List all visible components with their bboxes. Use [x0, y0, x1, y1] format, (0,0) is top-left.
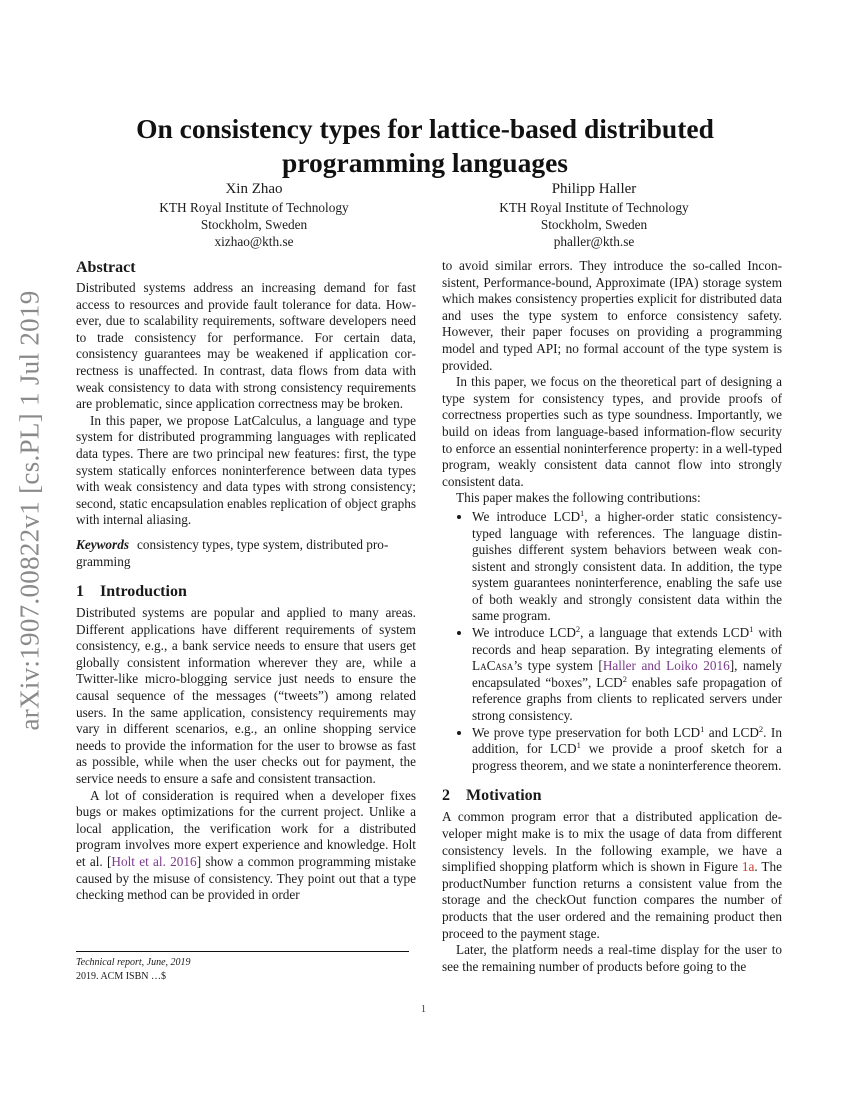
section-number: 1: [76, 583, 84, 601]
citation-link[interactable]: Holt et al. 2016: [111, 854, 197, 869]
right-column: [442, 258, 782, 975]
abstract-heading: Abstract: [76, 259, 136, 276]
text-run: , a language that extends LCD: [580, 625, 750, 641]
contributions-list: [442, 509, 782, 775]
text-run: ’s type system [: [513, 658, 603, 674]
author-name: Xin Zhao: [225, 181, 283, 197]
section-number: 2: [442, 787, 450, 805]
body-paragraph: [442, 809, 782, 942]
footnote-divider: [76, 951, 409, 952]
superscript: 1: [749, 624, 754, 635]
author-block: [104, 180, 404, 250]
superscript: 2: [575, 624, 581, 635]
footnote-venue: Technical report, June, 2019: [76, 957, 191, 968]
text-run: we provide a proof sketch for a progress theorem, and we state a noninterference theorem.: [472, 741, 783, 773]
superscript: 2: [622, 673, 627, 684]
author-location: Stockholm, Sweden: [200, 217, 308, 232]
author-email[interactable]: phaller@kth.se: [553, 234, 635, 249]
body-paragraph: This paper makes the following contributions:: [456, 490, 701, 506]
text-run: We prove type preservation for both LCD: [472, 724, 701, 740]
list-item: [472, 509, 782, 625]
system-name: LaCasa: [472, 658, 514, 674]
author-name: Philipp Haller: [551, 181, 637, 197]
text-run: ], namely encapsulated “boxes”, LCD: [472, 658, 782, 690]
text-run: We introduce LCD: [472, 508, 581, 524]
arxiv-identifier: arXiv:1907.00822v1 [cs.PL] 1 Jul 2019: [14, 289, 45, 731]
author-affiliation: KTH Royal Institute of Technology: [159, 200, 349, 215]
list-item: [472, 725, 782, 775]
author-email[interactable]: xizhao@kth.se: [214, 234, 294, 249]
superscript: 2: [758, 723, 764, 734]
text-run: . In addition, for LCD: [472, 724, 782, 757]
text-run: with records and heap separation. By integrating elements of: [472, 625, 782, 657]
section-heading-motivation: [442, 786, 782, 806]
text-run: A lot of consideration is required when a developer fixes bugs or makes optimizations for the current project. Unlike a local application, the verification work for a distributed program involves more expert experience and knowledge. Holt et al. [: [76, 787, 416, 869]
section-title: Introduction: [100, 583, 187, 601]
text-run: , a higher-order static consistency-typed language with references. The language distinguishes different system behaviors between weak consistent and strongly consistent data. In addition, the type system guarantees noninterference, enabling the safe use of both weakly and strongly consistent data within the same program.: [472, 508, 782, 624]
superscript: 1: [580, 507, 585, 518]
author-block: [444, 180, 744, 250]
text-run: We introduce LCD: [472, 625, 576, 641]
body-paragraph: [76, 788, 416, 904]
text-run: A common program error that a distributed application developer might make is to mix the usage of data from different consistency levels. In the following example, we have a simplified shopping platform which is shown in Figure: [442, 809, 782, 875]
text-run: . The productNumber function returns a consistent value from the storage and the checkOut function compares the number of products that the user ordered and the remaining product then proceed to the payment stage.: [442, 859, 782, 941]
body-paragraph: Later, the platform needs a real-time display for the user to see the remaining number of products before going to the: [442, 942, 782, 974]
abstract-paragraph: In this paper, we propose LatCalculus, a language and type system for distributed programming languages with replicated data types. There are two principal new features: first, the type system statically enforces noninterference between data types with weak consistency and data types with strong consistency; second, static encapsulation enables replication of object graphs with internal aliasing.: [76, 412, 416, 528]
text-run: ] show a common programming mistake caused by the misuse of consistency. They point out that a type checking method can be provided in order: [76, 854, 416, 903]
keywords: [76, 537, 416, 570]
figure-reference-link[interactable]: 1a: [741, 859, 755, 875]
superscript: 1: [700, 723, 705, 734]
keywords-text: consistency types, type system, distributed programming: [76, 536, 389, 569]
body-paragraph: In this paper, we focus on the theoretical part of designing a type system for consistency types, and provide proofs of correctness properties such as type soundness. Importantly, we build on ideas from language-based information-flow security to enforce an essential noninterference property: in a well-typed program, weakly consistent data cannot flow into strongly consistent data.: [442, 374, 782, 489]
citation-link[interactable]: Haller and Loiko 2016: [602, 658, 730, 674]
body-paragraph: to avoid similar errors. They introduce the so-called Inconsistent, Performance-bound, Approximate (IPA) storage system which makes consistency properties explicit for distributed data and uses the type system to enforce consistency safety. However, their paper focuses on providing a programming model and typed API; no formal account of the type system is provided.: [442, 258, 782, 373]
page-number: 1: [421, 1004, 426, 1015]
text-run: enables safe propagation of reference graphs from clients to replicated servers under strong consistency.: [472, 674, 782, 724]
footnote: [76, 956, 191, 983]
footnote-isbn: 2019. ACM ISBN …$: [76, 970, 167, 982]
section-heading-introduction: [76, 582, 416, 602]
left-column: [76, 258, 416, 904]
body-paragraph: Distributed systems are popular and applied to many areas. Different applications have different requirements of system consistency, e.g., a bank service needs to ensure that users get globally consistent information wherever they are, while a Twitter-like micro-blogging service just needs to ensure the causal sequence of the messages (“tweets”) among related users. In the same application, consistency requirements may vary in different scenarios, e.g., an online shopping service needs to provide the information for the user to browse as fast as possible, while when the user checks out for payment, the service needs to ensure a safe and consistent transaction.: [76, 605, 416, 787]
abstract-paragraph: Distributed systems address an increasing demand for fast access to resources and provide fault tolerance for data. However, due to scalability requirements, software developers need to trade consistency for performance. For certain data, consistency guarantees may be weakened if application correctness is unaffected. In contrast, data flows from data with weak consistency to data with strong consistency requirements are problematic, since application correctness may be broken.: [76, 280, 416, 412]
text-run: and LCD: [704, 724, 759, 740]
list-item: [472, 625, 782, 725]
section-title: Motivation: [466, 787, 542, 805]
paper-title: On consistency types for lattice-based distributed programming languages: [136, 113, 714, 179]
keywords-label: Keywords: [76, 536, 129, 552]
author-affiliation: KTH Royal Institute of Technology: [499, 200, 689, 215]
arxiv-stamp: [10, 280, 50, 740]
author-location: Stockholm, Sweden: [540, 217, 648, 232]
superscript: 1: [576, 740, 581, 751]
